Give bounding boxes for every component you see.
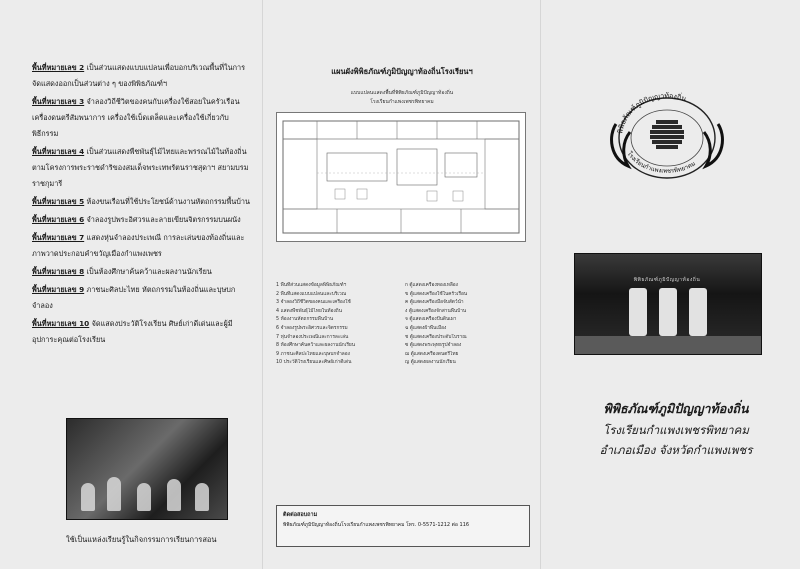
legend-item: ข ตู้แสดงเครื่องใช้ในครัวเรือน bbox=[405, 291, 468, 297]
middle-panel bbox=[262, 0, 540, 569]
legend-item: 3 จำลองวิถีชีวิตของคนและเครื่องใช้ bbox=[276, 300, 351, 306]
legend-item: 9 ภาชนะศิลปะไทยและบุษบกจำลอง bbox=[276, 351, 350, 357]
legend-item: 8 ห้องศึกษาค้นคว้าและผลงานนักเรียน bbox=[276, 343, 356, 349]
legend-item: 2 พื้นที่แสดงแบบแปลนและบริเวณ bbox=[276, 291, 347, 297]
floor-plan bbox=[276, 112, 526, 242]
legend-item: 10 ประวัติโรงเรียนและศิษย์เก่าดีเด่น bbox=[276, 360, 352, 366]
legend-item: 1 พื้นที่ส่วนแสดงข้อมูลพิพิธภัณฑ์ฯ bbox=[276, 283, 347, 288]
legend-item: ก ตู้แสดงเครื่องทองเหลือง bbox=[405, 283, 459, 288]
legend-item: 6 จำลองรูปพระอิศวรและจิตรกรรม bbox=[276, 325, 348, 331]
zone-entry bbox=[32, 194, 254, 210]
zone-text: ห้องขนเรือนที่ใช้ประโยชน์ด้านงานหัตถกรรมพื้นบ้าน bbox=[86, 197, 250, 206]
brochure-title bbox=[558, 398, 794, 460]
zone-text: แสดงหุ่นจำลองประเพณี การละเล่นของท้องถิ่นและภาพวาดประกอบคำขวัญเมืองกำแพงเพชร bbox=[32, 233, 245, 258]
legend-item: ฉ ตู้แสดงผ้าพื้นเมือง bbox=[405, 325, 447, 331]
legend-item: จ ตู้แสดงเครื่องปั้นดินเผา bbox=[405, 317, 457, 323]
zone-text: จำลองรูปพระอิศวรและลายเขียนจิตรกรรมบนผนัง bbox=[86, 215, 241, 224]
left-panel bbox=[0, 0, 262, 569]
zone-label: พื้นที่หมายเลข 7 bbox=[32, 233, 85, 242]
title-line: พิพิธภัณฑ์ภูมิปัญญาท้องถิ่น bbox=[603, 401, 749, 416]
zone-text: จำลองวิถีชีวิตของคนกับเครื่องใช้สอยในครัวเรือน เครื่องดนตรีสัมพนาการ เครื่องใช้เบ็ดเตล็ดและเครื่องใช้เกี่ยวกับพิธีกรรม bbox=[32, 97, 240, 138]
zone-entry bbox=[32, 230, 254, 262]
title-line: อำเภอเมือง จังหวัดกำแพงเพชร bbox=[599, 443, 753, 457]
zone-label: พื้นที่หมายเลข 2 bbox=[32, 63, 85, 72]
plan-subtitle-line: แบบแปลนแสดงพื้นที่พิพิธภัณฑ์ภูมิปัญญาท้องถิ่น bbox=[350, 90, 454, 96]
zone-text: เป็นส่วนแสดงแบบแปลนเพื่อบอกบริเวณพื้นที่ในการจัดแสดงออกเป็นส่วนต่าง ๆ ของพิพิธภัณฑ์ฯ bbox=[32, 63, 246, 88]
plan-subtitle bbox=[302, 89, 502, 107]
students-photo bbox=[66, 418, 228, 520]
legend-item: ช ตู้แสดงเครื่องประดับโบราณ bbox=[405, 334, 467, 340]
zone-label: พื้นที่หมายเลข 3 bbox=[32, 97, 85, 106]
logo-text-top: พิพิธภัณฑ์ภูมิปัญญาท้องถิ่น bbox=[616, 91, 688, 135]
zone-label: พื้นที่หมายเลข 8 bbox=[32, 267, 85, 276]
legend-item: ญ ตู้แสดงผลงานนักเรียน bbox=[405, 360, 456, 366]
zone-entry bbox=[32, 316, 254, 348]
zone-entry bbox=[32, 60, 254, 92]
zone-entry bbox=[32, 212, 254, 228]
plan-legend bbox=[276, 282, 528, 368]
plan-title: แผนผังพิพิธภัณฑ์ภูมิปัญญาท้องถิ่นโรงเรียนฯ bbox=[331, 67, 473, 76]
zone-label: พื้นที่หมายเลข 9 bbox=[32, 285, 85, 294]
zone-entry bbox=[32, 282, 254, 314]
zone-entry bbox=[32, 94, 254, 142]
photo-caption: ใช้เป็นแหล่งเรียนรู้ในกิจกรรมการเรียนการสอน bbox=[66, 535, 217, 544]
contact-box bbox=[276, 505, 530, 547]
plan-subtitle-line: โรงเรียนกำแพงเพชรพิทยาคม bbox=[370, 99, 434, 105]
contact-text: พิพิธภัณฑ์ภูมิปัญญาท้องถิ่นโรงเรียนกำแพงเพชรพิทยาคม โทร. 0-5571-1212 ต่อ 116 bbox=[283, 522, 470, 528]
zone-entry bbox=[32, 144, 254, 192]
right-panel bbox=[540, 0, 800, 569]
legend-item: 7 หุ่นจำลองประเพณีและการละเล่น bbox=[276, 334, 349, 340]
legend-item: ซ ตู้แสดงพระพุทธรูปจำลอง bbox=[405, 343, 462, 349]
zone-label: พื้นที่หมายเลข 4 bbox=[32, 147, 85, 156]
zone-label: พื้นที่หมายเลข 5 bbox=[32, 197, 85, 206]
zone-label: พื้นที่หมายเลข 6 bbox=[32, 215, 85, 224]
museum-entrance-photo bbox=[574, 253, 762, 355]
zone-label: พื้นที่หมายเลข 10 bbox=[32, 319, 90, 328]
title-line: โรงเรียนกำแพงเพชรพิทยาคม bbox=[603, 423, 749, 437]
zone-text: เป็นห้องศึกษาค้นคว้าและผลงานนักเรียน bbox=[86, 267, 212, 276]
logo-text-bottom: โรงเรียนกำแพงเพชรพิทยาคม bbox=[625, 150, 697, 175]
zone-list bbox=[32, 60, 254, 350]
zone-text: เป็นส่วนแสดงพืชพันธุ์ไม้ไทยและพรรณไม้ในท้องถิ่นตามโครงการพระราชดำริของสมเด็จพระเทพรัตนราชสุดาฯ สยามบรมราชกุมารี bbox=[32, 147, 249, 188]
zone-entry bbox=[32, 264, 254, 280]
legend-item: 4 แสดงพืชพันธุ์ไม้ไทยในท้องถิ่น bbox=[276, 308, 342, 314]
zone-text: ภาชนะศิลปะไทย หัตถกรรมในท้องถิ่นและบุษบกจำลอง bbox=[32, 285, 236, 310]
legend-item: ง ตู้แสดงเครื่องจักสานพื้นบ้าน bbox=[405, 308, 467, 314]
legend-item: ฌ ตู้แสดงเครื่องดนตรีไทย bbox=[405, 351, 459, 357]
legend-item: 5 ห้องงานหัตถกรรมพื้นบ้าน bbox=[276, 317, 334, 323]
contact-title: ติดต่อสอบถาม bbox=[283, 512, 318, 518]
legend-item: ค ตู้แสดงเครื่องมือจับสัตว์น้ำ bbox=[405, 300, 464, 306]
museum-logo bbox=[602, 86, 732, 182]
zone-text: จัดแสดงประวัติโรงเรียน ศิษย์เก่าดีเด่นและผู้มีอุปการะคุณต่อโรงเรียน bbox=[32, 319, 233, 344]
photo-sign: พิพิธภัณฑ์ภูมิปัญญาท้องถิ่น bbox=[633, 277, 701, 283]
